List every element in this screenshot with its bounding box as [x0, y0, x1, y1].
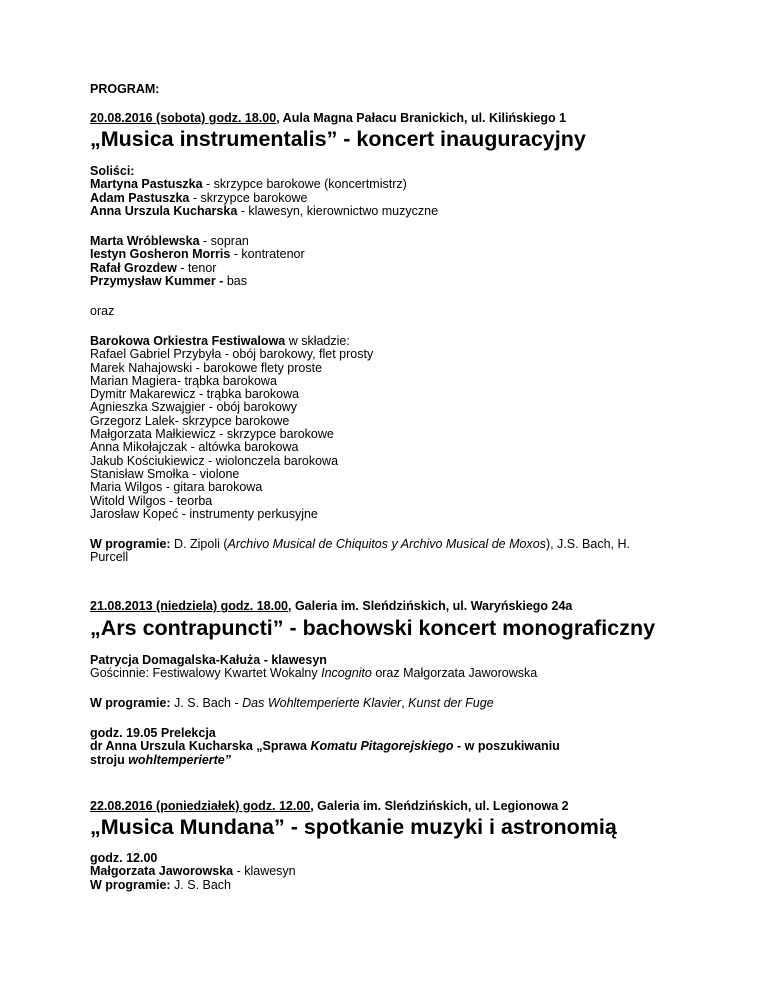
- orchestra-member: Jarosław Kopeć - instrumenty perkusyjne: [90, 506, 318, 521]
- guests-line: [90, 667, 537, 680]
- orchestra-member: Jakub Kościukiewicz - wiolonczela barokowa: [90, 453, 339, 468]
- orchestra-member: Grzegorz Lalek- skrzypce barokowe: [90, 413, 290, 428]
- concert-2-date: 21.08.2013 (niedziela) godz. 18.00: [90, 599, 289, 613]
- singer-name: Marta Wróblewska: [90, 234, 200, 248]
- orchestra-member: Dymitr Makarewicz - trąbka barokowa: [90, 387, 300, 402]
- performer-bold: Patrycja Domagalska-Kałuża - klawesyn: [90, 653, 327, 667]
- concert-3-date-venue: [90, 800, 569, 813]
- concert-2-performers: [90, 654, 537, 681]
- program-text: D. Zipoli (: [170, 537, 228, 551]
- program-italic: Kunst der Fuge: [408, 696, 494, 710]
- orchestra-member: Stanisław Smołka - violone: [90, 466, 240, 481]
- orchestra-member: Agnieszka Szwajgier - obój barokowy: [90, 400, 298, 415]
- program-line-2: Purcell: [90, 550, 129, 565]
- performer-name: Małgorzata Jaworowska: [90, 864, 234, 879]
- guests-italic: Incognito: [321, 666, 372, 681]
- lecture-italic: wohltemperierte”: [128, 752, 232, 767]
- program-text: ,: [401, 696, 409, 710]
- singer-name: Rafał Grozdew: [90, 260, 177, 275]
- orchestra-member: Rafael Gabriel Przybyła - obój barokowy, flet prosty: [90, 347, 374, 362]
- program-heading: PROGRAM:: [90, 82, 160, 96]
- concert-2-title: „Ars contrapuncti” - bachowski koncert monograficzny: [90, 616, 656, 640]
- program-line: [90, 879, 296, 892]
- orchestra-member: Anna Mikołajczak - altówka barokowa: [90, 440, 299, 455]
- program-italic: Archivo Musical de Chiquitos y Archivo Musical de Moxos: [227, 537, 546, 551]
- program-line-1: [90, 538, 630, 551]
- concert-2-program: [90, 697, 494, 710]
- singer-line: [90, 248, 305, 261]
- program-italic: Das Wohltemperierte Klavier: [242, 696, 402, 710]
- lecture-line-1: [90, 740, 560, 753]
- singer-line: [90, 275, 305, 288]
- oraz-text: oraz: [90, 304, 115, 318]
- concert-1-date: 20.08.2016 (sobota) godz. 18.00: [90, 111, 277, 125]
- program-text: J. S. Bach: [170, 877, 232, 892]
- program-label: W programie:: [90, 696, 171, 710]
- concert-2-date-venue: [90, 600, 572, 613]
- singer-role: - tenor: [176, 260, 217, 275]
- orchestra-member: Witold Wilgos - teorba: [90, 493, 213, 508]
- concert-1-date-venue: [90, 112, 566, 125]
- singer-line: [90, 235, 305, 248]
- program-label: W programie:: [90, 877, 171, 892]
- orchestra-name: Barokowa Orkiestra Festiwalowa: [90, 334, 286, 348]
- concert-3-venue: , Galeria im. Sleńdzińskich, ul. Legionowa 2: [310, 799, 569, 813]
- soloist-name: Martyna Pastuszka: [90, 177, 203, 192]
- soloist-line: [90, 178, 438, 191]
- soloist-line: [90, 192, 438, 205]
- singer-role: - kontratenor: [230, 247, 305, 262]
- program-text: ), J.S. Bach, H.: [545, 537, 630, 551]
- soloist-name: Anna Urszula Kucharska: [90, 203, 238, 218]
- concert-1-title: „Musica instrumentalis” - koncert inauguracyjny: [90, 127, 586, 151]
- singer-line: [90, 262, 305, 275]
- concert-1-venue: , Aula Magna Pałacu Branickich, ul. Kilińskiego 1: [276, 111, 567, 125]
- orchestra-member: Marian Magiera- trąbka barokowa: [90, 373, 277, 388]
- concert-1-program: [90, 538, 630, 565]
- soloists-heading: Soliści:: [90, 164, 135, 178]
- orchestra-suffix: w składzie:: [285, 334, 350, 348]
- singer-role: - sopran: [199, 234, 249, 248]
- lecture-text: - w poszukiwaniu: [453, 739, 560, 754]
- orchestra-block: [90, 335, 373, 521]
- orchestra-member: Małgorzata Małkiewicz - skrzypce barokowe: [90, 427, 334, 442]
- soloists-block: [90, 165, 438, 218]
- concert-2-venue: , Galeria im. Sleńdzińskich, ul. Waryńskiego 24a: [288, 599, 573, 613]
- singers-block: [90, 235, 305, 288]
- singer-role: bas: [226, 273, 248, 288]
- orchestra-member: Marek Nahajowski - barokowe flety proste: [90, 360, 323, 375]
- concert-3-details: [90, 852, 296, 892]
- lecture-text: dr Anna Urszula Kucharska „Sprawa: [90, 739, 311, 754]
- lecture-text: stroju: [90, 752, 129, 767]
- orchestra-member: Maria Wilgos - gitara barokowa: [90, 480, 263, 495]
- soloist-line: [90, 205, 438, 218]
- soloist-role: - skrzypce barokowe (koncertmistrz): [202, 177, 407, 192]
- program-text: J. S. Bach -: [170, 696, 243, 710]
- performer-role: - klawesyn: [233, 864, 296, 879]
- lecture-block: [90, 727, 560, 767]
- singer-name: Przymysław Kummer -: [90, 273, 227, 288]
- lecture-italic: Komatu Pitagorejskiego: [310, 739, 454, 754]
- lecture-line-2: [90, 754, 560, 767]
- soloist-role: - klawesyn, kierownictwo muzyczne: [237, 203, 439, 218]
- soloist-role: - skrzypce barokowe: [189, 190, 308, 205]
- concert-3-time: godz. 12.00: [90, 851, 158, 865]
- lecture-time: godz. 19.05 Prelekcja: [90, 726, 216, 740]
- performer-line: [90, 865, 296, 878]
- guests-text: Gościnnie: Festiwalowy Kwartet Wokalny: [90, 666, 322, 681]
- concert-3-title: „Musica Mundana” - spotkanie muzyki i astronomią: [90, 815, 617, 839]
- soloist-name: Adam Pastuszka: [90, 190, 190, 205]
- orchestra-heading: [90, 335, 373, 348]
- concert-3-date: 22.08.2016 (poniedziałek) godz. 12.00: [90, 799, 311, 813]
- program-label: W programie:: [90, 537, 171, 551]
- singer-name: Iestyn Gosheron Morris: [90, 247, 231, 262]
- guests-text: oraz Małgorzata Jaworowska: [371, 666, 538, 681]
